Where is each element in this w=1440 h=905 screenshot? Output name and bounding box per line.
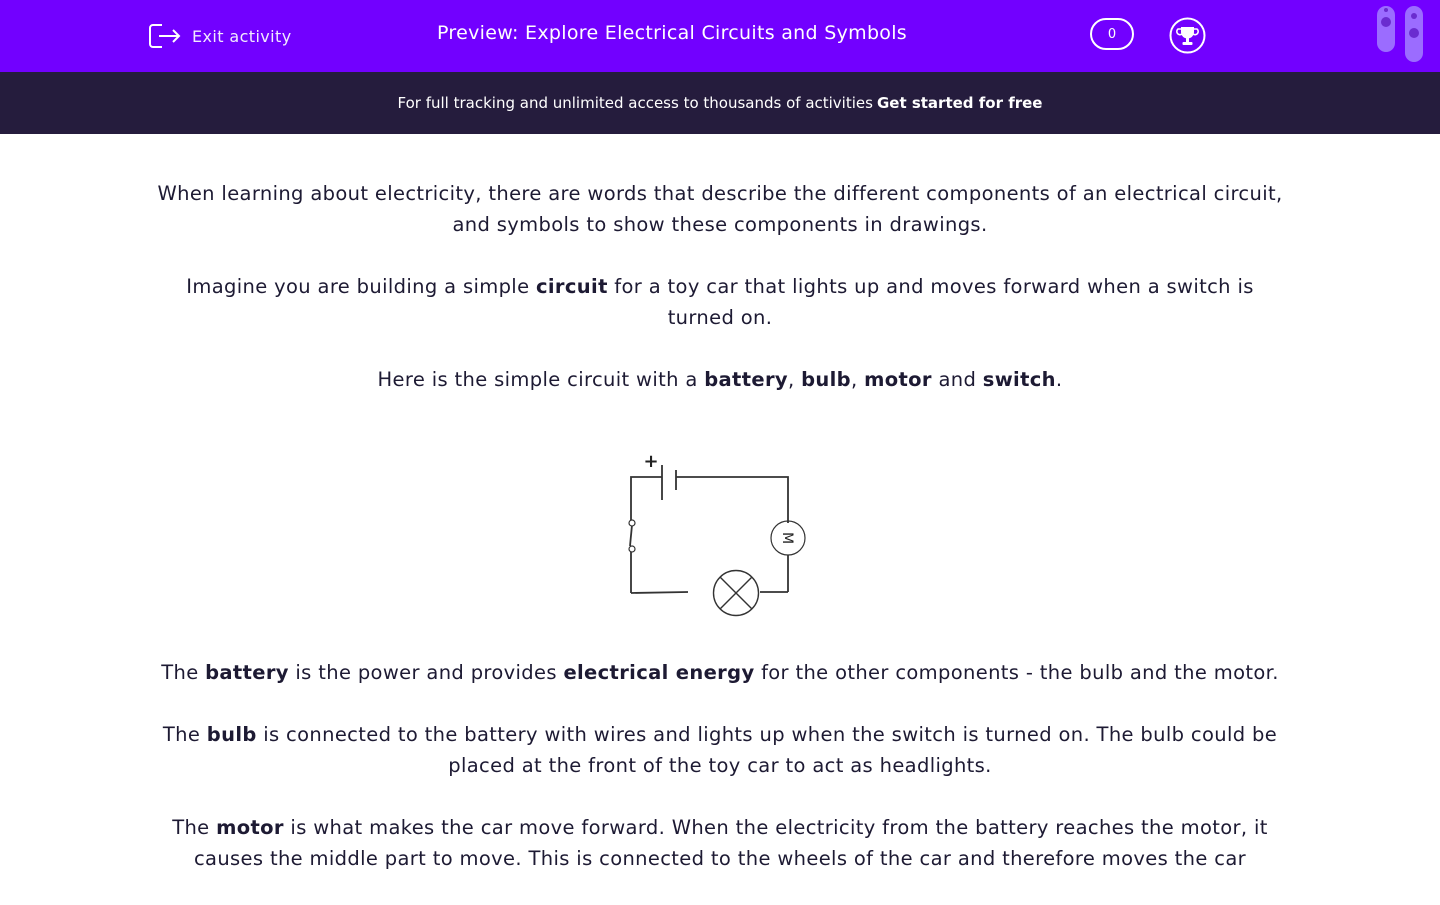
intro-paragraph-2: Imagine you are building a simple circuit for a toy car that lights up and moves forward when a switch is turned on. xyxy=(186,275,1254,329)
details-paragraph-battery: The battery is the power and provides electrical energy for the other components - the bulb and the motor. xyxy=(161,661,1279,684)
page-title: Preview: Explore Electrical Circuits and Symbols xyxy=(436,22,908,44)
edplace-logo-icon xyxy=(1374,4,1426,64)
exit-icon xyxy=(148,22,182,50)
exit-activity-button[interactable] xyxy=(148,20,292,52)
trophy-icon[interactable] xyxy=(1169,17,1206,54)
intro-paragraph-3: Here is the simple circuit with a battery, bulb, motor and switch. xyxy=(377,368,1063,391)
circuit-diagram xyxy=(620,445,820,625)
battery-plus-label: + xyxy=(643,451,659,472)
details-text xyxy=(150,657,1290,905)
details-paragraph-motor: The motor is what makes the car move forward. When the electricity from the battery reaches the motor, it causes the middle part to move. This is connected to the wheels of the car and therefore moves the car xyxy=(172,816,1268,870)
intro-text xyxy=(150,178,1290,426)
get-started-link[interactable]: Get started for free xyxy=(876,94,1043,112)
circuit-svg xyxy=(620,445,820,625)
upgrade-banner xyxy=(0,72,1440,134)
intro-paragraph-1: When learning about electricity, there are words that describe the different components of an electrical circuit, and symbols to show these components in drawings. xyxy=(157,182,1283,236)
top-bar xyxy=(0,0,1440,72)
banner-text: For full tracking and unlimited access to thousands of activities xyxy=(397,94,873,112)
motor-label: M xyxy=(779,531,795,545)
score-badge: 0 xyxy=(1090,18,1134,50)
exit-activity-label: Exit activity xyxy=(192,26,292,46)
details-paragraph-bulb: The bulb is connected to the battery with wires and lights up when the switch is turned on. The bulb could be placed at the front of the toy car to act as headlights. xyxy=(162,723,1278,777)
